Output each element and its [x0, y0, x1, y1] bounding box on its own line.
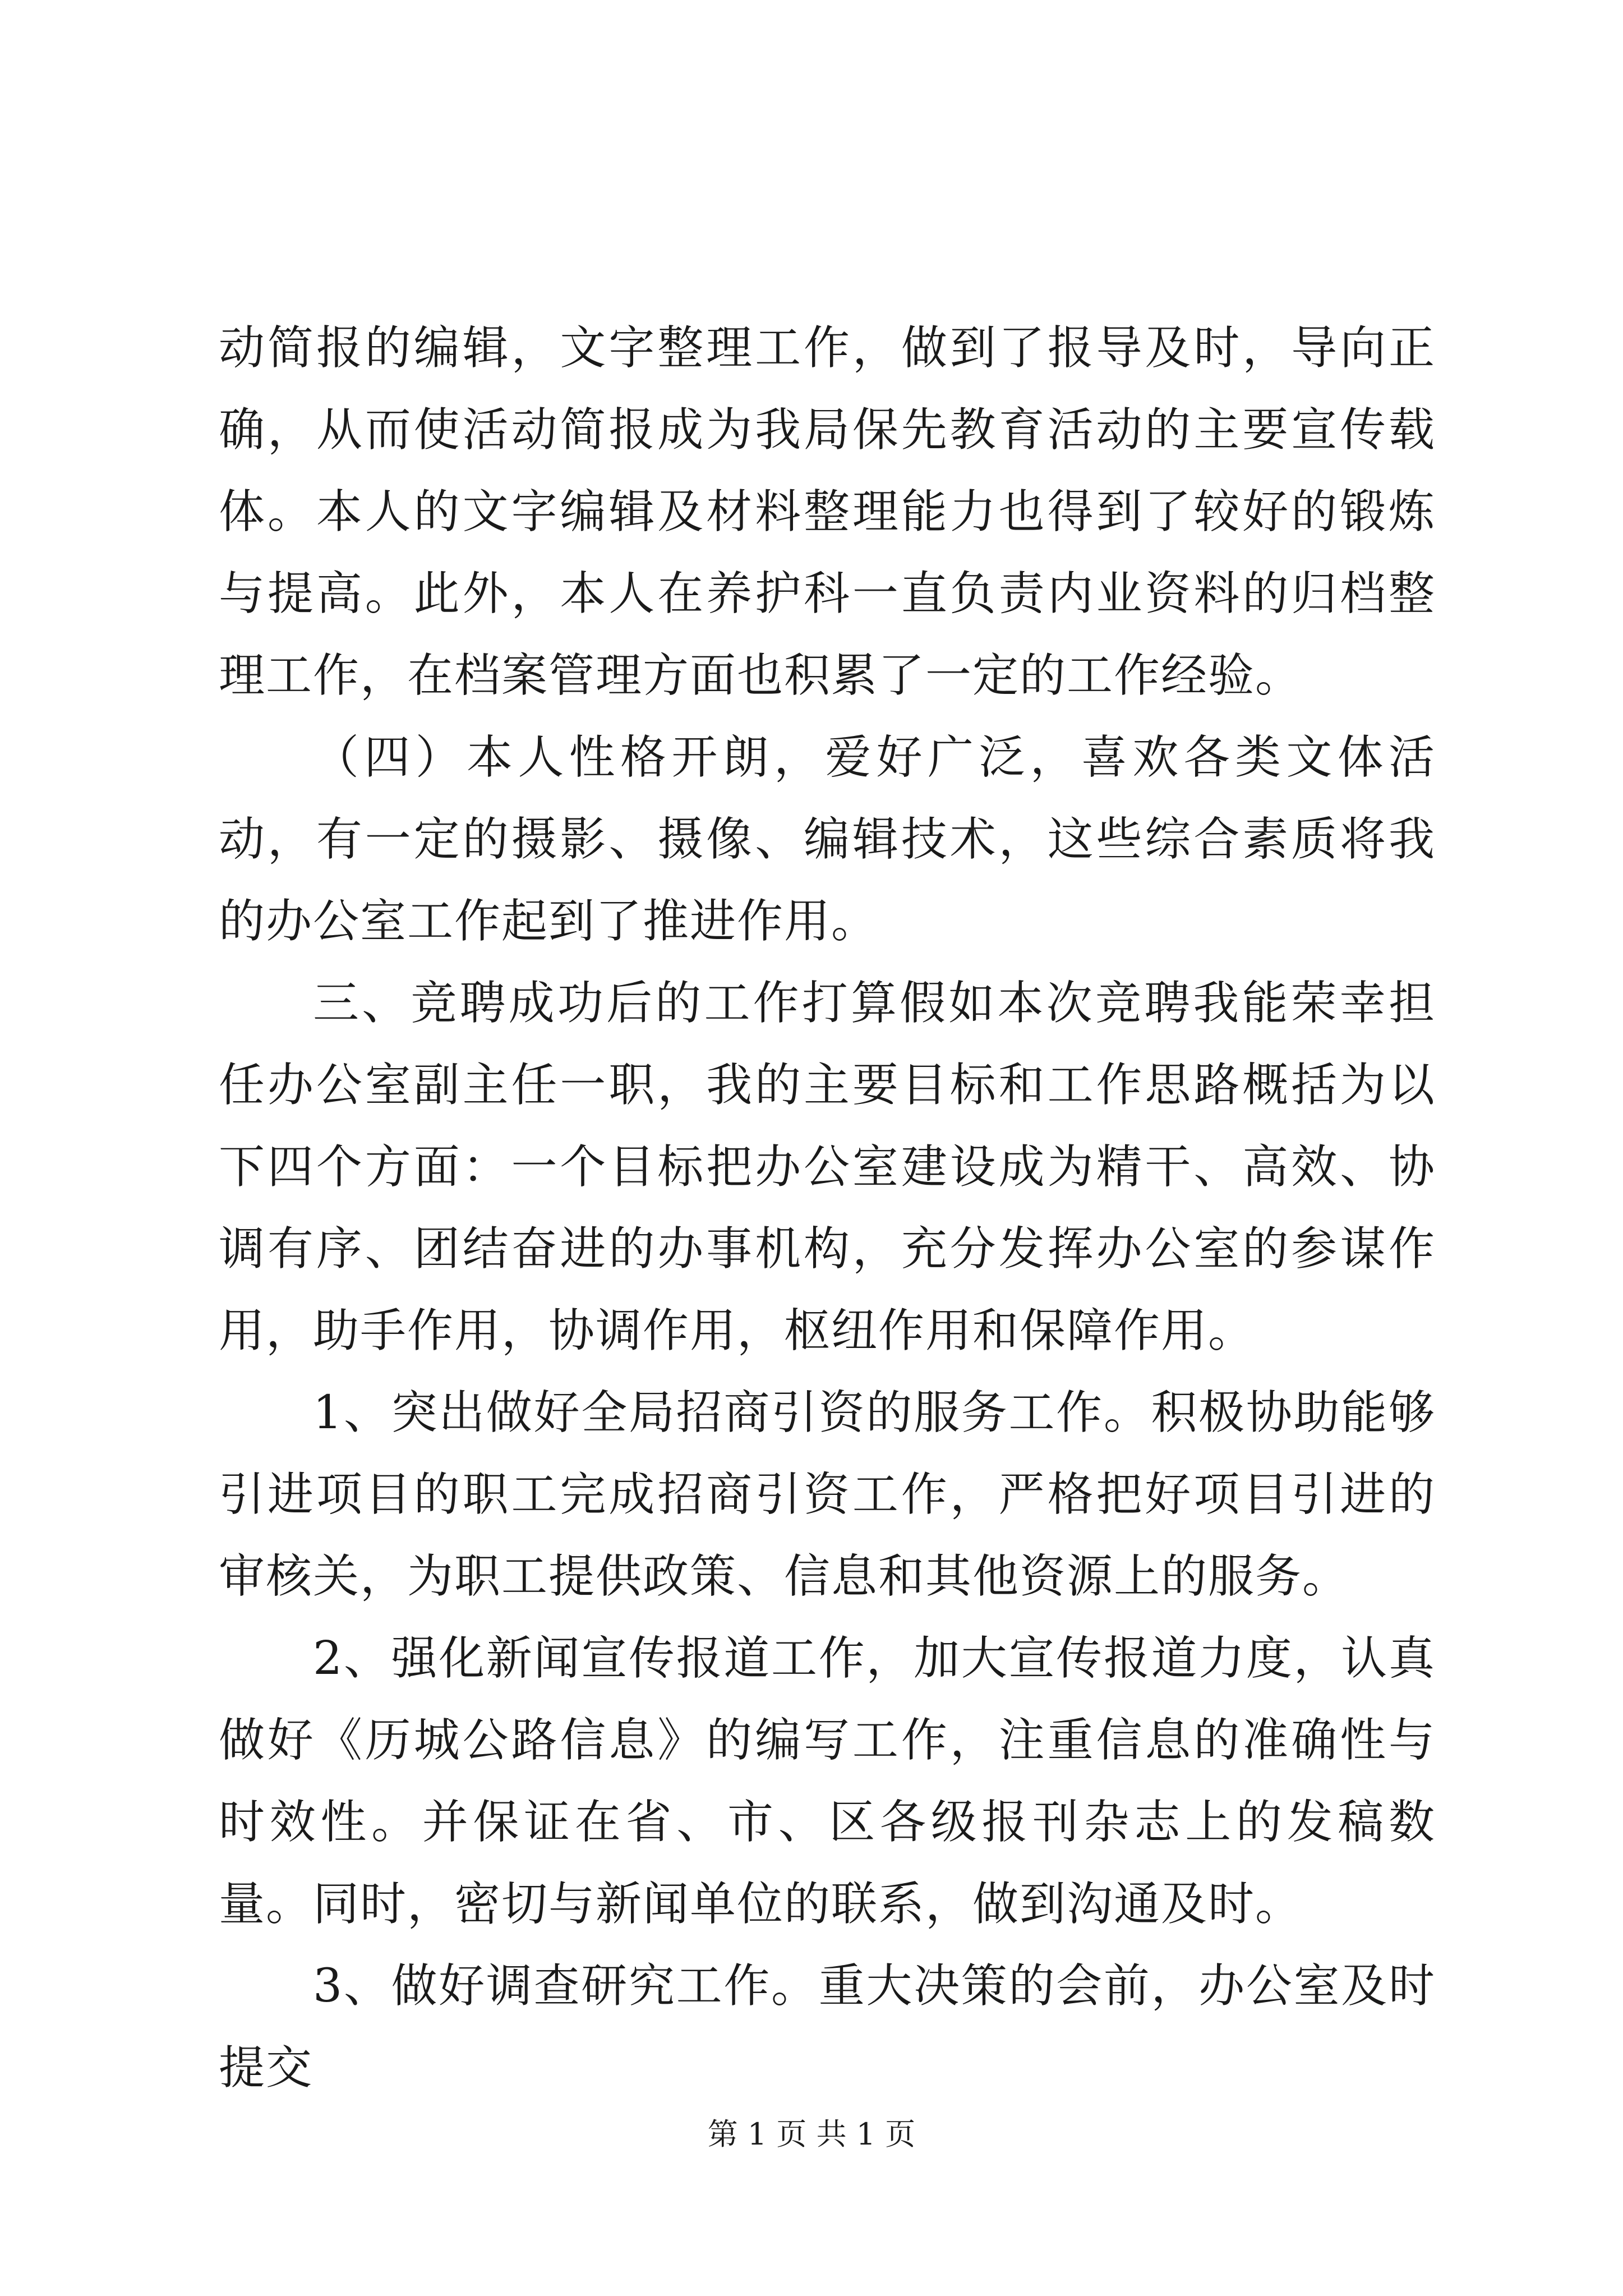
paragraph-4: 1、突出做好全局招商引资的服务工作。积极协助能够引进项目的职工完成招商引资工作，严格把好项目引进的审核关，为职工提供政策、信息和其他资源上的服务。 — [219, 1386, 1436, 1603]
paragraph-2: （四）本人性格开朗，爱好广泛，喜欢各类文体活动，有一定的摄影、摄像、编辑技术，这些综合素质将我的办公室工作起到了推进作用。 — [219, 731, 1436, 948]
paragraph-3: 三、竞聘成功后的工作打算假如本次竞聘我能荣幸担任办公室副主任一职，我的主要目标和工作思路概括为以下四个方面：一个目标把办公室建设成为精干、高效、协调有序、团结奋进的办事机构，充分发挥办公室的参谋作用，助手作用，协调作用，枢纽作用和保障作用。 — [219, 977, 1436, 1358]
page-footer: 第 1 页 共 1 页 — [707, 2116, 916, 2152]
paragraph-1: 动简报的编辑，文字整理工作，做到了报导及时，导向正确，从而使活动简报成为我局保先教育活动的主要宣传载体。本人的文字编辑及材料整理能力也得到了较好的锻炼与提高。此外，本人在养护科一直负责内业资料的归档整理工作，在档案管理方面也积累了一定的工作经验。 — [219, 321, 1436, 702]
document-body — [219, 307, 1436, 2109]
paragraph-5: 2、强化新闻宣传报道工作，加大宣传报道力度，认真做好《历城公路信息》的编写工作，注重信息的准确性与时效性。并保证在省、市、区各级报刊杂志上的发稿数量。同时，密切与新闻单位的联系，做到沟通及时。 — [219, 1632, 1436, 1931]
paragraph-6: 3、做好调查研究工作。重大决策的会前，办公室及时提交 — [219, 1959, 1436, 2095]
